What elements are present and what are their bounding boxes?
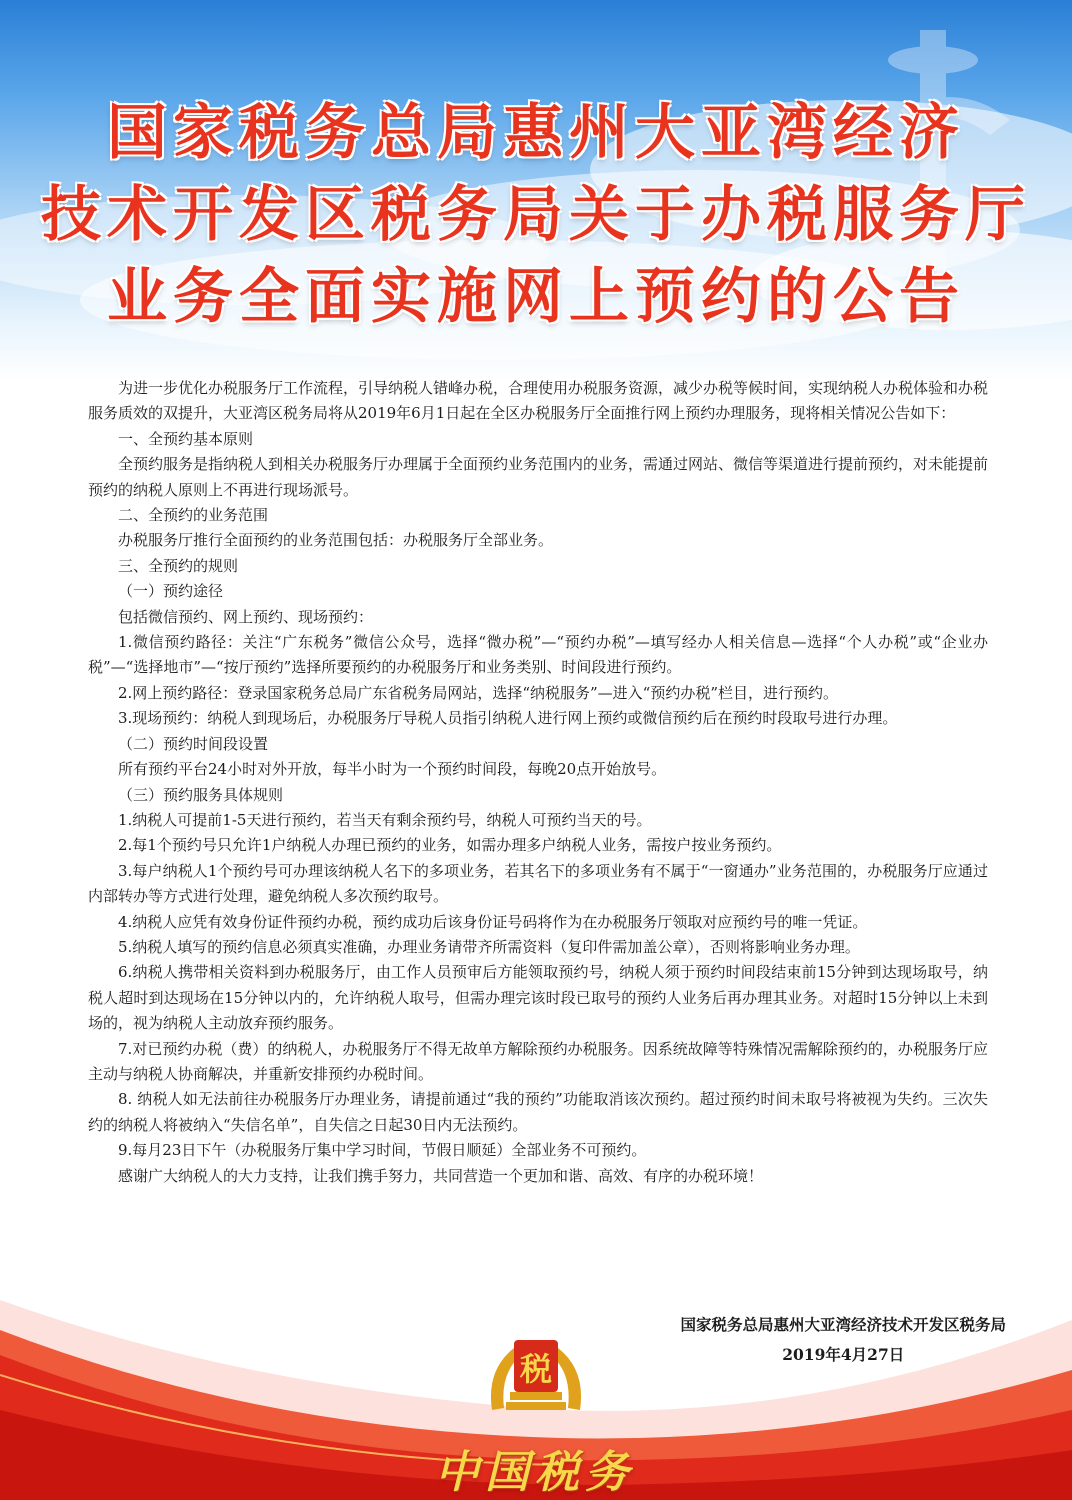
list-item: 8. 纳税人如无法前往办税服务厅办理业务，请提前通过“我的预约”功能取消该次预约。超过预约时间未取号将被视为失约。三次失约的纳税人将被纳入“失信名单”，自失信之日起30日内无法预约。 xyxy=(88,1090,988,1134)
china-tax-brand: 中国税务 xyxy=(435,1447,635,1498)
list-item: 3.现场预约：纳税人到现场后，办税服务厅导税人员指引纳税人进行网上预约或微信预约后在预约时段取号进行办理。 xyxy=(118,709,898,728)
list-item: 9.每月23日下午（办税服务厅集中学习时间，节假日顺延）全部业务不可预约。 xyxy=(118,1141,647,1160)
paragraph: 所有预约平台24小时对外开放，每半小时为一个预约时间段，每晚20点开始放号。 xyxy=(118,760,667,779)
subsection-heading-3: （三）预约服务具体规则 xyxy=(118,785,284,804)
subsection-heading-1: （一）预约途径 xyxy=(118,582,224,601)
signature-date: 2019年4月27日 xyxy=(782,1345,905,1364)
list-item: 5.纳税人填写的预约信息必须真实准确，办理业务请带齐所需资料（复印件需加盖公章），否则将影响业务办理。 xyxy=(118,937,860,956)
intro-paragraph: 为进一步优化办税服务厅工作流程，引导纳税人错峰办税，合理使用办税服务资源，减少办税等候时间，实现纳税人办税体验和办税服务质效的双提升，大亚湾区税务局将从2019年6月1日起在全区办税服务厅全面推行网上预约办理服务，现将相关情况公告如下： xyxy=(88,379,989,423)
closing-paragraph: 感谢广大纳税人的大力支持，让我们携手努力，共同营造一个更加和谐、高效、有序的办税环境！ xyxy=(118,1166,764,1185)
list-item: 3.每户纳税人1个预约号可办理该纳税人名下的多项业务，若其名下的多项业务有不属于“一窗通办”业务范围的，办税服务厅应通过内部转办等方式进行处理，避免纳税人多次预约取号。 xyxy=(88,861,988,906)
signature-org: 国家税务总局惠州大亚湾经济技术开发区税务局 xyxy=(680,1315,1006,1334)
list-item: 6.纳税人携带相关资料到办税服务厅，由工作人员预审后方能领取预约号，纳税人须于预约时间段结束前15分钟到达现场取号，纳税人超时到达现场在15分钟以内的，允许纳税人取号，但需办理完该时段已取号的预约人业务后再办理其业务。对超时15分钟以上未到场的，视为纳税人主动放弃预约服务。 xyxy=(88,963,988,1033)
list-item: 2.网上预约路径：登录国家税务总局广东省税务局网站，选择“纳税服务”—进入“预约办税”栏目，进行预约。 xyxy=(118,683,838,702)
title-line-1: 国家税务总局惠州大亚湾经济 xyxy=(107,98,965,168)
tax-emblem-icon xyxy=(484,1330,588,1420)
subsection-heading-2: （二）预约时间段设置 xyxy=(118,734,269,753)
section-heading-3: 三、全预约的规则 xyxy=(118,556,239,575)
list-item: 7.对已预约办税（费）的纳税人，办税服务厅不得无故单方解除预约办税服务。因系统故障等特殊情况需解除预约的，办税服务厅应主动与纳税人协商解决，并重新安排预约办税时间。 xyxy=(88,1039,988,1083)
title-line-3: 业务全面实施网上预约的公告 xyxy=(107,262,965,332)
notice-title xyxy=(0,92,1072,338)
notice-body xyxy=(88,376,988,1189)
emblem-character: 税 xyxy=(519,1350,553,1388)
title-line-2: 技术开发区税务局关于办税服务厅 xyxy=(41,180,1031,250)
list-item: 4.纳税人应凭有效身份证件预约办税，预约成功后该身份证号码将作为在办税服务厅领取对应预约号的唯一凭证。 xyxy=(118,912,868,931)
paragraph: 包括微信预约、网上预约、现场预约： xyxy=(118,607,374,626)
list-item: 2.每1个预约号只允许1户纳税人办理已预约的业务，如需办理多户纳税人业务，需按户按业务预约。 xyxy=(118,836,782,855)
paragraph: 办税服务厅推行全面预约的业务范围包括：办税服务厅全部业务。 xyxy=(118,531,554,550)
list-item: 1.微信预约路径：关注“广东税务”微信公众号，选择“微办税”—“预约办税”—填写经办人相关信息—选择“个人办税”或“企业办税”—“选择地市”—“按厅预约”选择所要预约的办税服务厅和业务类别、时间段进行预约。 xyxy=(88,633,988,677)
paragraph: 全预约服务是指纳税人到相关办税服务厅办理属于全面预约业务范围内的业务，需通过网站、微信等渠道进行提前预约，对未能提前预约的纳税人原则上不再进行现场派号。 xyxy=(88,455,989,499)
signature-block xyxy=(680,1310,1006,1370)
list-item: 1.纳税人可提前1-5天进行预约，若当天有剩余预约号，纳税人可预约当天的号。 xyxy=(118,810,652,829)
section-heading-2: 二、全预约的业务范围 xyxy=(118,506,269,525)
section-heading-1: 一、全预约基本原则 xyxy=(118,429,254,448)
